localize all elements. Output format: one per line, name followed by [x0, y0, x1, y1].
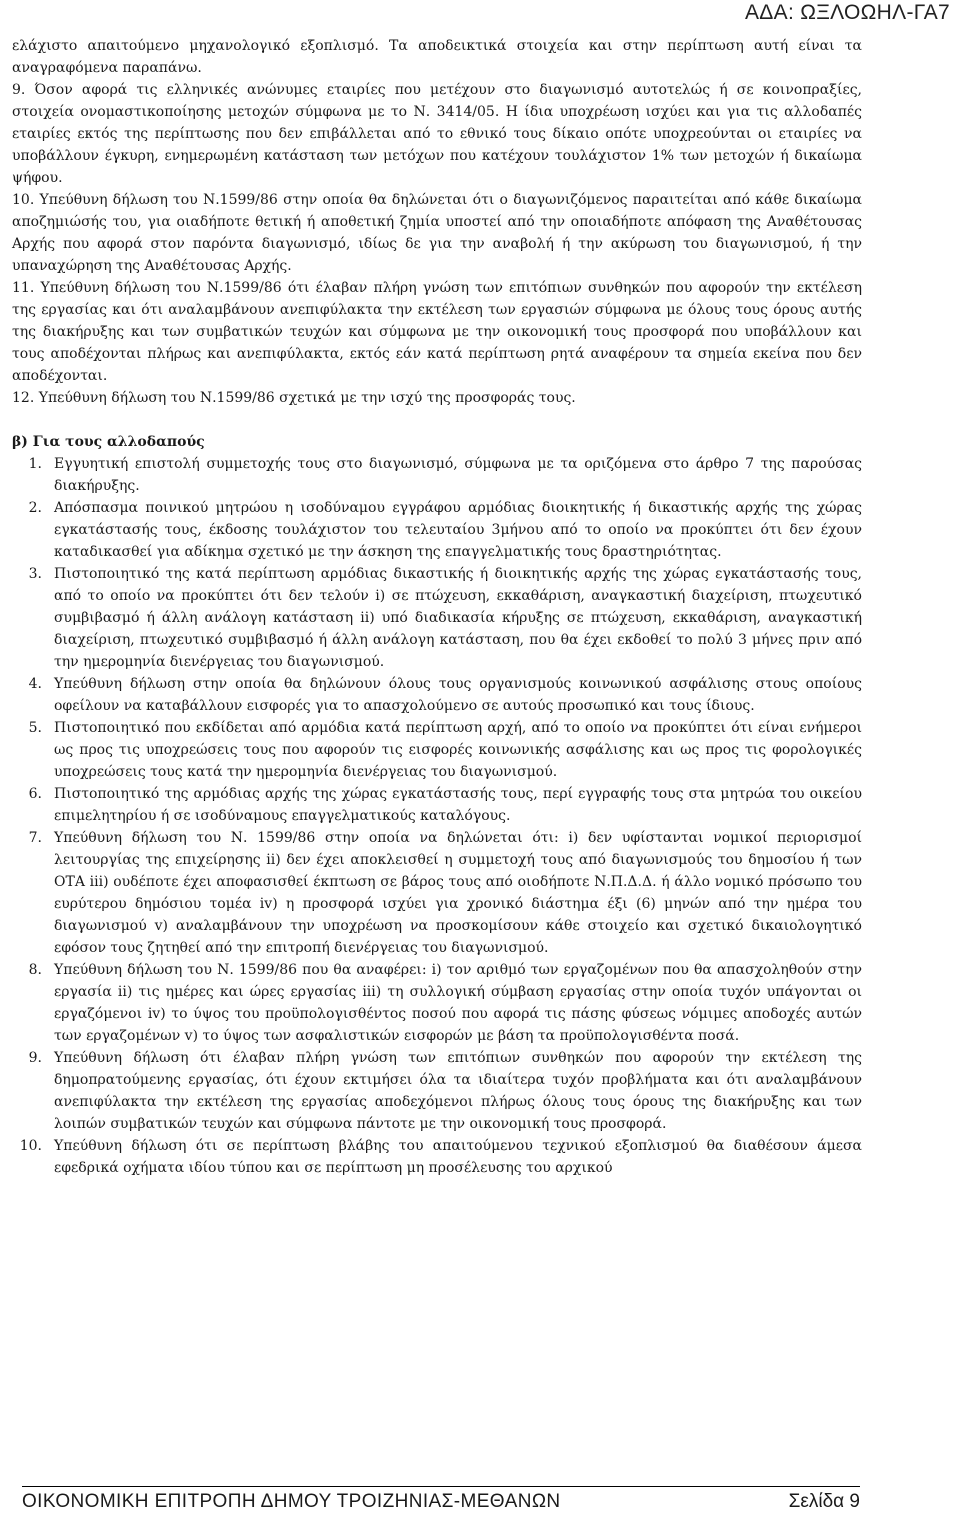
- item-number: 4.: [28, 676, 42, 692]
- paragraph-item-12: 12. Υπεύθυνη δήλωση του Ν.1599/86 σχετικά με την ισχύ της προσφοράς τους.: [12, 390, 576, 406]
- foreign-requirements-list: [12, 453, 862, 1179]
- item-number: 9.: [28, 1050, 42, 1066]
- item-text: Υπεύθυνη δήλωση του Ν. 1599/86 στην οποία να δηλώνεται ότι: i) δεν υφίστανται νομικοί περιορισμοί λειτουργίας της επιχείρησης ii) δεν έχει αποκλεισθεί η συμμετοχή τους από διαγωνισμούς του δημοσίου ή των ΟΤΑ iii) ουδέποτε έχει αποφασισθεί έκπτωση σε βάρος τους από οιοδήποτε Ν.Π.Δ.Δ. ή άλλο νομικό πρόσωπο του ευρύτερου δημόσιου τομέα iv) η προσφορά ισχύει για χρονικό διάστημα έξι (6) μηνών από την ημέρα του διαγωνισμού v) αναλαμβάνουν την υποχρέωση να προσκομίσουν κάθε στοιχείο και σχετικό δικαιολογητικό εφόσον τους ζητηθεί από την επιτροπή διενέργειας του διαγωνισμού.: [54, 830, 862, 956]
- section-heading-foreign: β) Για τους αλλοδαπούς: [12, 434, 205, 450]
- item-text: Εγγυητική επιστολή συμμετοχής τους στο διαγωνισμό, σύμφωνα με τα οριζόμενα στο άρθρο 7 της παρούσας διακήρυξης.: [54, 456, 862, 494]
- item-text: Πιστοποιητικό της κατά περίπτωση αρμόδιας δικαστικής ή διοικητικής αρχής της χώρας εγκατάστασής τους, από το οποίο να προκύπτει ότι δεν τελούν i) σε πτώχευση, εκκαθάριση, αναγκαστική διαχείριση, πτωχευτικό συμβιβασμό ή άλλη ανάλογη κατάσταση ii) υπό διαδικασία κήρυξης σε πτώχευση, εκκαθάριση, αναγκαστική διαχείριση, πτωχευτικό συμβιβασμό ή άλλη ανάλογη κατάσταση, που θα έχει εκδοθεί το πολύ 3 μήνες πριν από την ημερομηνία διενέργειας του διαγωνισμού.: [54, 566, 862, 670]
- item-text: Υπεύθυνη δήλωση στην οποία θα δηλώνουν όλους τους οργανισμούς κοινωνικού ασφάλισης στους οποίους οφείλουν να καταβάλλουν εισφορές για το απασχολούμενο σε αυτούς προσωπικό και τους ίδιους.: [54, 676, 862, 714]
- paragraph-item-10: 10. Υπεύθυνη δήλωση του Ν.1599/86 στην οποία θα δηλώνεται ότι ο διαγωνιζόμενος παραιτείται από κάθε δικαίωμα αποζημιώσής του, για οιαδήποτε θετική ή αποθετική ζημία υποστεί από την οποιαδήποτε απόφαση της Αναθέτουσας Αρχής που αφορά στον παρόντα διαγωνισμό, ιδίως δε για την αναβολή ή την ακύρωση του διαγωνισμού, ή την υπαναχώρηση της Αναθέτουσας Αρχής.: [12, 192, 862, 274]
- list-item: [12, 1047, 862, 1135]
- list-item: [12, 453, 862, 497]
- item-number: 7.: [28, 830, 42, 846]
- item-text: Υπεύθυνη δήλωση του Ν. 1599/86 που θα αναφέρει: i) τον αριθμό των εργαζομένων που θα απασχοληθούν στην εργασία ii) τις ημέρες και ώρες εργασίας iii) τη συλλογική σύμβαση εργασίας στην οποία τυχόν υπάγονται οι εργαζόμενοι iv) το ύψος του προϋπολογισθέντος ποσού που αφορά τις πάσης φύσεως νόμιμες αποδοχές αυτών των εργαζομένων v) το ύψος των ασφαλιστικών εισφορών με βάση τα προϋπολογισθέντα ποσά.: [54, 962, 862, 1044]
- list-item: [12, 783, 862, 827]
- list-item: [12, 673, 862, 717]
- paragraph-item-11: 11. Υπεύθυνη δήλωση του Ν.1599/86 ότι έλαβαν πλήρη γνώση των επιτόπιων συνθηκών που αφορούν την εκτέλεση της εργασίας και ότι αναλαμβάνουν ανεπιφύλακτα την εκτέλεση των εργασιών σύμφωνα με όλους τους όρους αυτής της διακήρυξης και των συμβατικών τευχών και σύμφωνα με την οικονομική τους προσφορά που υποβάλλουν και τους αποδέχονται πλήρως και ανεπιφύλακτα, εκτός εάν κατά περίπτωση ρητά αναφέρουν τα σημεία εκείνα που δεν αποδέχονται.: [12, 280, 862, 384]
- item-text: Υπεύθυνη δήλωση ότι σε περίπτωση βλάβης του απαιτούμενου τεχνικού εξοπλισμού θα διαθέσουν άμεσα εφεδρικά οχήματα ιδίου τύπου και σε περίπτωση μη προσέλευσης του αρχικού: [54, 1138, 862, 1176]
- list-item: [12, 563, 862, 673]
- list-item: [12, 497, 862, 563]
- item-number: 1.: [28, 456, 42, 472]
- paragraph: ελάχιστο απαιτούμενο μηχανολογικό εξοπλισμό. Τα αποδεικτικά στοιχεία και στην περίπτωση αυτή είναι τα αναγραφόμενα παραπάνω.: [12, 38, 862, 76]
- footer-organization: ΟΙΚΟΝΟΜΙΚΗ ΕΠΙΤΡΟΠΗ ΔΗΜΟΥ ΤΡΟΙΖΗΝΙΑΣ-ΜΕΘΑΝΩΝ: [22, 1491, 561, 1512]
- list-item: [12, 1135, 862, 1179]
- list-item: [12, 827, 862, 959]
- item-number: 8.: [28, 962, 42, 978]
- item-text: Απόσπασμα ποινικού μητρώου η ισοδύναμου εγγράφου αρμόδιας διοικητικής ή δικαστικής αρχής της χώρας εγκατάστασής τους, έκδοσης τουλάχιστον του τελευταίου 3μήνου από το οποίο να προκύπτει ότι δεν έχουν καταδικασθεί για αδίκημα σχετικό με την άσκηση της επαγγελματικής τους δραστηριότητας.: [54, 500, 862, 560]
- item-number: 3.: [28, 566, 42, 582]
- ada-code: ΑΔΑ: ΩΞΛΟΩΗΛ-ΓΑ7: [745, 1, 950, 24]
- page-footer: [22, 1486, 860, 1513]
- paragraph-item-9: 9. Όσον αφορά τις ελληνικές ανώνυμες εταιρίες που μετέχουν στο διαγωνισμό αυτοτελώς ή σε κοινοπραξίες, στοιχεία ονομαστικοποίησης μετοχών σύμφωνα με το Ν. 3414/05. Η ίδια υποχρέωση ισχύει και για τις αλλοδαπές εταιρίες εκτός της περίπτωσης που δεν επιβάλλεται από το εθνικό τους δίκαιο οπότε υποχρεούνται οι εταιρίες να υποβάλλουν έγκυρη, ενημερωμένη κατάσταση των μετόχων που κατέχουν τουλάχιστον 1% των μετοχών ή δικαίωμα ψήφου.: [12, 82, 862, 186]
- item-number: 10.: [19, 1138, 42, 1154]
- item-text: Υπεύθυνη δήλωση ότι έλαβαν πλήρη γνώση των επιτόπιων συνθηκών που αφορούν την εκτέλεση της δημοπρατούμενης εργασίας, ότι έχουν εκτιμήσει όλα τα ιδιαίτερα τυχόν προβλήματα και ότι αναλαμβάνουν ανεπιφύλακτα την εκτέλεση της εργασίας αποδεχόμενοι πλήρως όλους τους όρους της διακήρυξης και των λοιπών συμβατικών τευχών και σύμφωνα πάντοτε με την οικονομική τους προσφορά.: [54, 1050, 862, 1132]
- item-text: Πιστοποιητικό που εκδίδεται από αρμόδια κατά περίπτωση αρχή, από το οποίο να προκύπτει ότι είναι ενήμεροι ως προς τις υποχρεώσεις τους που αφορούν τις εισφορές κοινωνικής ασφάλισης και ως προς τις φορολογικές υποχρεώσεις τους κατά την ημερομηνία διενέργειας του διαγωνισμού.: [54, 720, 862, 780]
- item-text: Πιστοποιητικό της αρμόδιας αρχής της χώρας εγκατάστασής τους, περί εγγραφής τους στα μητρώα του οικείου επιμελητηρίου ή σε ισοδύναμους επαγγελματικούς καταλόγους.: [54, 786, 862, 824]
- page-number: Σελίδα 9: [788, 1491, 860, 1512]
- list-item: [12, 717, 862, 783]
- item-number: 5.: [28, 720, 42, 736]
- list-item: [12, 959, 862, 1047]
- item-number: 6.: [28, 786, 42, 802]
- document-body: [12, 35, 862, 1179]
- item-number: 2.: [28, 500, 42, 516]
